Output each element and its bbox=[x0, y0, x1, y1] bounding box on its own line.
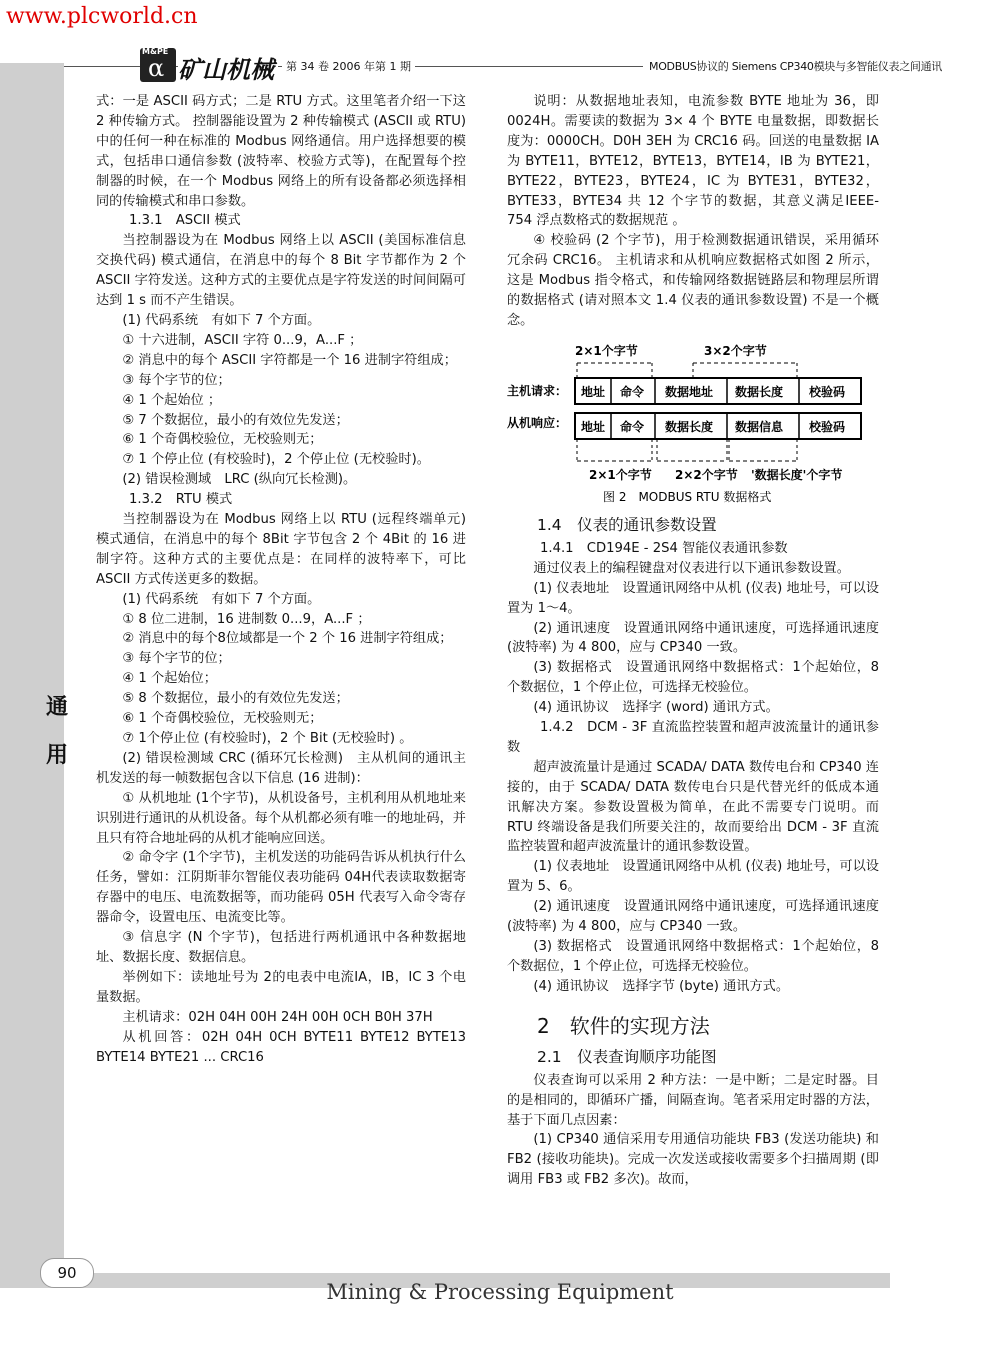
side-label-char-2: 用 bbox=[46, 742, 69, 768]
list-item: (4) 通讯协议 选择字 (word) 通讯方式。 bbox=[533, 700, 779, 716]
paragraph: 仪表查询可以采用 2 种方法：一是中断；二是定时器。目的是相同的，即循环广播，间隔查询。笔者采用定时器的方法，基于下面几点因素： bbox=[507, 1072, 879, 1128]
website-url[interactable]: www.plcworld.cn bbox=[6, 4, 198, 29]
list-item: ② 消息中的每个 ASCII 字符都是一个 16 进制字符组成； bbox=[122, 352, 457, 368]
footer-journal-english: Mining & Processing Equipment bbox=[326, 1280, 674, 1304]
subsection-heading: 1.4.1 CD194E - 2S4 智能仪表通讯参数 bbox=[540, 540, 788, 556]
bottom-label-3: '数据长度'个字节 bbox=[751, 467, 843, 482]
list-item: ④ 1 个起始位； bbox=[122, 671, 217, 687]
paragraph: ④ 校验码 (2 个字节)，用于检测数据通讯错误，采用循环冗余码 CRC16。 主机请求和从机响应数据格式如图 2 所示，这是 Modbus 指令格式，和传输网络数据链路层和物理层所谓的数据格式 (请对照本文 1.4 仪表的通讯参数设置) 不是一个概念。 bbox=[507, 233, 879, 328]
cell-checksum: 校验码 bbox=[809, 419, 846, 434]
list-item: (2) 通讯速度 设置通讯网络中通讯速度，可选择通讯速度 (波特率) 为 4 800，应与 CP340 一致。 bbox=[507, 620, 879, 656]
row-label-slave: 从机响应： bbox=[507, 415, 568, 430]
code-line: 从机回答：02H 04H 0CH BYTE11 BYTE12 BYTE13 BYTE14 BYTE21 ... CRC16 bbox=[96, 1029, 466, 1065]
logo-text: M&PE bbox=[142, 47, 169, 56]
list-item: (3) 数据格式 设置通讯网络中数据格式：1个起始位，8 个数据位，1 个停止位，可选择无校验位。 bbox=[507, 660, 879, 696]
list-item: ① 从机地址 (1个字节)，从机设备号，主机利用从机地址来识别进行通讯的从机设备。每个从机都必须有唯一的地址码，并且只有符合地址码的从机才能响应回送。 bbox=[96, 790, 466, 846]
page-number: 90 bbox=[40, 1258, 94, 1288]
figure-caption: 图 2 MODBUS RTU 数据格式 bbox=[603, 489, 772, 504]
row-label-master: 主机请求： bbox=[507, 383, 568, 398]
right-column bbox=[507, 92, 879, 1190]
left-gray-margin bbox=[0, 63, 64, 1288]
cell-checksum: 校验码 bbox=[809, 384, 846, 399]
list-item: ③ 每个字节的位； bbox=[122, 651, 231, 667]
paragraph: 当控制器设为在 Modbus 网络上以 RTU (远程终端单元) 模式通信，在消息中的每个 8Bit 字节包含 2 个 4Bit 的 16 进制字符。这种方式的主要优点是：在同样的波特率下，可比 ASCII 方式传送更多的数据。 bbox=[96, 512, 466, 587]
list-item: ④ 1 个起始位 ； bbox=[122, 392, 222, 408]
paragraph: 式：一是 ASCII 码方式；二是 RTU 方式。这里笔者介绍一下这 2 种传输方式。 控制器能设置为 2 种传输模式 (ASCII 或 RTU) 中的任何一种在标准的 Modbus 网络通信。用户选择想要的模式，包括串口通信参数 (波特率、校验方式等)，在配置每个控制器的时候，在一个 Modbus 网络上的所有设备都必须选择相同的传输模式和串口参数。 bbox=[96, 94, 466, 209]
cell-address: 地址 bbox=[581, 419, 606, 434]
list-item: (1) 仪表地址 设置通讯网络中从机 (仪表) 地址号，可以设置为 1～4。 bbox=[507, 580, 879, 616]
list-item: ⑤ 8 个数据位，最小的有效位先发送； bbox=[122, 691, 349, 707]
section-heading-2: 2 软件的实现方法 bbox=[537, 1013, 710, 1038]
bottom-label-1: 2×1个字节 bbox=[589, 467, 652, 482]
journal-name: 矿山机械 bbox=[178, 50, 278, 85]
bottom-label-2: 2×2个字节 bbox=[675, 467, 738, 482]
subsection-heading: 1.3.1 ASCII 模式 bbox=[129, 213, 241, 229]
list-item: ⑤ 7 个数据位，最小的有效位先发送； bbox=[122, 412, 349, 428]
paragraph: 说明：从数据地址表知，电流参数 BYTE 地址为 36，即 0024H。需要读的数据为 3× 4 个 BYTE 电量数据，即数据长度为：0000CH。D0H 3EH 为 CRC16 码。回送的电量数据 IA 为 BYTE11，BYTE12，BYTE13，BYTE14，IB 为 BYTE21，BYTE22，BYTE23，BYTE24，IC 为 BYTE31，BYTE32，BYTE33，BYTE34 共 12 个字节的数据，其意义满足IEEE- 754 浮点数格式的数据规范 。 bbox=[507, 94, 879, 229]
running-title: MODBUS协议的 Siemens CP340模块与多智能仪表之间通讯 bbox=[643, 58, 948, 74]
cell-data-length: 数据长度 bbox=[735, 384, 784, 399]
paragraph: 超声波流量计是通过 SCADA/ DATA 数传电台和 CP340 连接的，由于 SCADA/ DATA 数传电台只是代替光纤的低成本通讯解决方案。参数设置极为简单，在此不需要专门说明。而 RTU 终端设备是我们所要关注的，故而要给出 DCM - 3F 直流监控装置和超声波流量计的通讯参数设置。 bbox=[507, 759, 879, 855]
section-heading-2-1: 2.1 仪表查询顺序功能图 bbox=[537, 1047, 717, 1066]
list-item: ③ 每个字节的位； bbox=[122, 372, 231, 388]
list-item: ② 命令字 (1个字节)，主机发送的功能码告诉从机执行什么任务，譬如：江阴斯菲尔智能仪表功能码 04H代表读取数据寄存器中的电压、电流数据等，而功能码 05H 代表写入命令寄存器命令，设置电压、电流变比等。 bbox=[96, 850, 466, 926]
list-item: (2) 通讯速度 设置通讯网络中通讯速度，可选择通讯速度 (波特率) 为 4 800，应与 CP340 一致。 bbox=[507, 899, 879, 935]
list-item: (4) 通讯协议 选择字节 (byte) 通讯方式。 bbox=[533, 978, 790, 994]
paragraph: 举例如下：读地址号为 2的电表中电流IA，IB，IC 3 个电量数据。 bbox=[96, 969, 466, 1005]
cell-data-length: 数据长度 bbox=[665, 419, 714, 434]
subsection-heading: 1.3.2 RTU 模式 bbox=[129, 492, 233, 508]
list-item: ① 十六进制，ASCII 字符 0...9，A...F ； bbox=[122, 332, 363, 348]
paragraph: (1) CP340 通信采用专用通信功能块 FB3 (发送功能块) 和 FB2 (接收功能块)。完成一次发送或接收需要多个扫描周期 (即调用 FB3 或 FB2 多次)。故而， bbox=[507, 1132, 879, 1188]
list-item: ② 消息中的每个8位域都是一个 2 个 16 进制字符组成； bbox=[122, 631, 453, 647]
list-heading: (1) 代码系统 有如下 7 个方面。 bbox=[122, 591, 321, 607]
top-label-right: 3×2个字节 bbox=[704, 343, 767, 358]
code-line: 主机请求：02H 04H 00H 24H 00H 0CH B0H 37H bbox=[122, 1009, 433, 1025]
cell-command: 命令 bbox=[620, 384, 645, 399]
cell-command: 命令 bbox=[620, 419, 645, 434]
list-item: (3) 数据格式 设置通讯网络中数据格式：1个起始位，8 个数据位，1 个停止位，可选择无校验位。 bbox=[507, 939, 879, 974]
modbus-format-diagram bbox=[507, 335, 879, 513]
subsection-heading: 1.4.2 DCM - 3F 直流监控装置和超声波流量计的通讯参数 bbox=[507, 720, 879, 755]
cell-data-info: 数据信息 bbox=[735, 419, 784, 434]
left-column bbox=[96, 92, 466, 1067]
journal-logo bbox=[140, 48, 176, 82]
list-item: ③ 信息字 (N 个字节)，包括进行两机通讯中各种数据地址、数据长度、数据信息。 bbox=[96, 930, 466, 965]
list-item: ⑥ 1 个奇偶校验位，无校验则无； bbox=[122, 432, 323, 448]
paragraph: 当控制器设为在 Modbus 网络上以 ASCII (美国标准信息交换代码) 模式通信，在消息中的每个 8 Bit 字节都作为 2 个 ASCII 字符发送。这种方式的主要优点是字符发送的时间间隔可达到 1 s 而不产生错误。 bbox=[96, 233, 466, 309]
top-label-left: 2×1个字节 bbox=[575, 343, 638, 358]
list-heading: (1) 代码系统 有如下 7 个方面。 bbox=[122, 312, 321, 328]
list-item: (1) 仪表地址 设置通讯网络中从机 (仪表) 地址号，可以设置为 5、6。 bbox=[507, 859, 879, 895]
list-item: ⑦ 1 个停止位 (有校验时)，2 个停止位 (无校验时)。 bbox=[122, 452, 430, 468]
list-item: ⑦ 1个停止位 (有校验时)，2 个 Bit (无校验时) 。 bbox=[122, 731, 413, 746]
list-heading: (2) 错误检测域 LRC (纵向冗长检测)。 bbox=[122, 472, 357, 488]
paragraph: (2) 错误检测域 CRC (循环冗长检测) 主从机间的通讯主机发送的每一帧数据包含以下信息 (16 进制)： bbox=[96, 750, 466, 786]
logo-glyph: α bbox=[148, 54, 165, 82]
list-item: ① 8 位二进制，16 进制数 0...9，A...F ； bbox=[122, 611, 371, 627]
side-label-char-1: 通 bbox=[46, 694, 69, 720]
section-heading-1-4: 1.4 仪表的通讯参数设置 bbox=[537, 515, 717, 534]
cell-address: 地址 bbox=[581, 384, 606, 399]
issue-info: 第 34 卷 2006 年第 1 期 bbox=[282, 58, 415, 74]
figure-modbus-format bbox=[507, 335, 879, 513]
list-item: ⑥ 1 个奇偶校验位，无校验则无； bbox=[122, 711, 323, 727]
cell-data-address: 数据地址 bbox=[665, 384, 714, 399]
paragraph: 通过仪表上的编程键盘对仪表进行以下通讯参数设置。 bbox=[533, 560, 850, 576]
